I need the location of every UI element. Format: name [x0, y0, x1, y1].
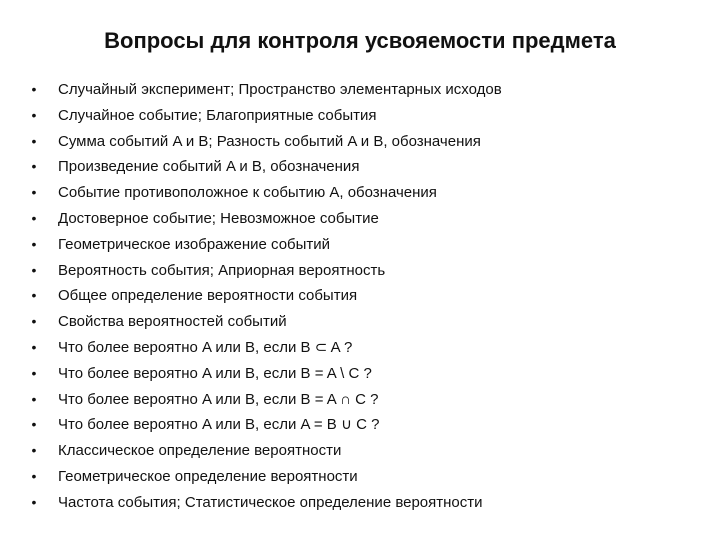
list-item-text: Частота события; Статистическое определение вероятности [58, 493, 483, 511]
list-item-text: Классическое определение вероятности [58, 442, 342, 460]
list-item [0, 464, 720, 490]
bullet-icon: • [31, 81, 37, 97]
bullet-icon: • [31, 364, 37, 381]
list-item [0, 258, 720, 284]
list-item [0, 490, 720, 516]
bullet-icon: • [31, 416, 37, 433]
list-item [0, 77, 720, 103]
bullet-icon: • [31, 313, 37, 330]
list-item-text: Случайный эксперимент; Пространство элементарных исходов [58, 81, 502, 98]
bullet-icon: • [31, 338, 37, 355]
question-list [0, 77, 720, 516]
list-item [0, 335, 720, 361]
list-item [0, 129, 720, 155]
list-item-text: Свойства вероятностей событий [58, 313, 287, 331]
list-item-text: Вероятность события; Априорная вероятность [58, 261, 386, 279]
bullet-icon: • [31, 442, 37, 459]
list-item [0, 154, 720, 180]
bullet-icon: • [31, 106, 37, 123]
bullet-icon: • [31, 261, 37, 278]
list-item-text: Геометрическое изображение событий [58, 235, 331, 253]
bullet-icon: • [31, 493, 37, 510]
list-item-text: Что более вероятно A или B, если B = A ∩ C ? [58, 390, 379, 408]
list-item [0, 283, 720, 309]
list-item-text: Что более вероятно A или B, если B ⊂ A ? [58, 338, 353, 356]
list-item-text: Событие противоположное к событию A, обозначения [58, 184, 437, 202]
list-item [0, 206, 720, 232]
bullet-icon: • [31, 467, 37, 484]
list-item [0, 387, 720, 413]
list-item [0, 103, 720, 129]
list-item [0, 232, 720, 258]
bullet-icon: • [31, 235, 37, 252]
bullet-icon: • [31, 390, 37, 407]
bullet-icon: • [31, 132, 37, 149]
list-item [0, 309, 720, 335]
list-item-text: Случайное событие; Благоприятные события [58, 106, 377, 124]
slide-title: Вопросы для контроля усвояемости предмета [104, 28, 616, 53]
list-item-text: Сумма событий A и B; Разность событий A и B, обозначения [58, 132, 481, 150]
bullet-icon: • [31, 287, 37, 304]
list-item-text: Геометрическое определение вероятности [58, 467, 358, 485]
bullet-icon: • [31, 158, 37, 175]
list-item [0, 361, 720, 387]
list-item [0, 180, 720, 206]
list-item-text: Общее определение вероятности события [58, 287, 358, 305]
list-item [0, 438, 720, 464]
list-item-text: Произведение событий A и B, обозначения [58, 158, 360, 176]
list-item-text: Что более вероятно A или B, если B = A \ C ? [58, 364, 372, 382]
list-item-text: Что более вероятно A или B, если A = B ∪ C ? [58, 416, 380, 434]
bullet-icon: • [31, 184, 37, 201]
bullet-icon: • [31, 209, 37, 226]
list-item-text: Достоверное событие; Невозможное событие [58, 209, 379, 227]
list-item [0, 412, 720, 438]
